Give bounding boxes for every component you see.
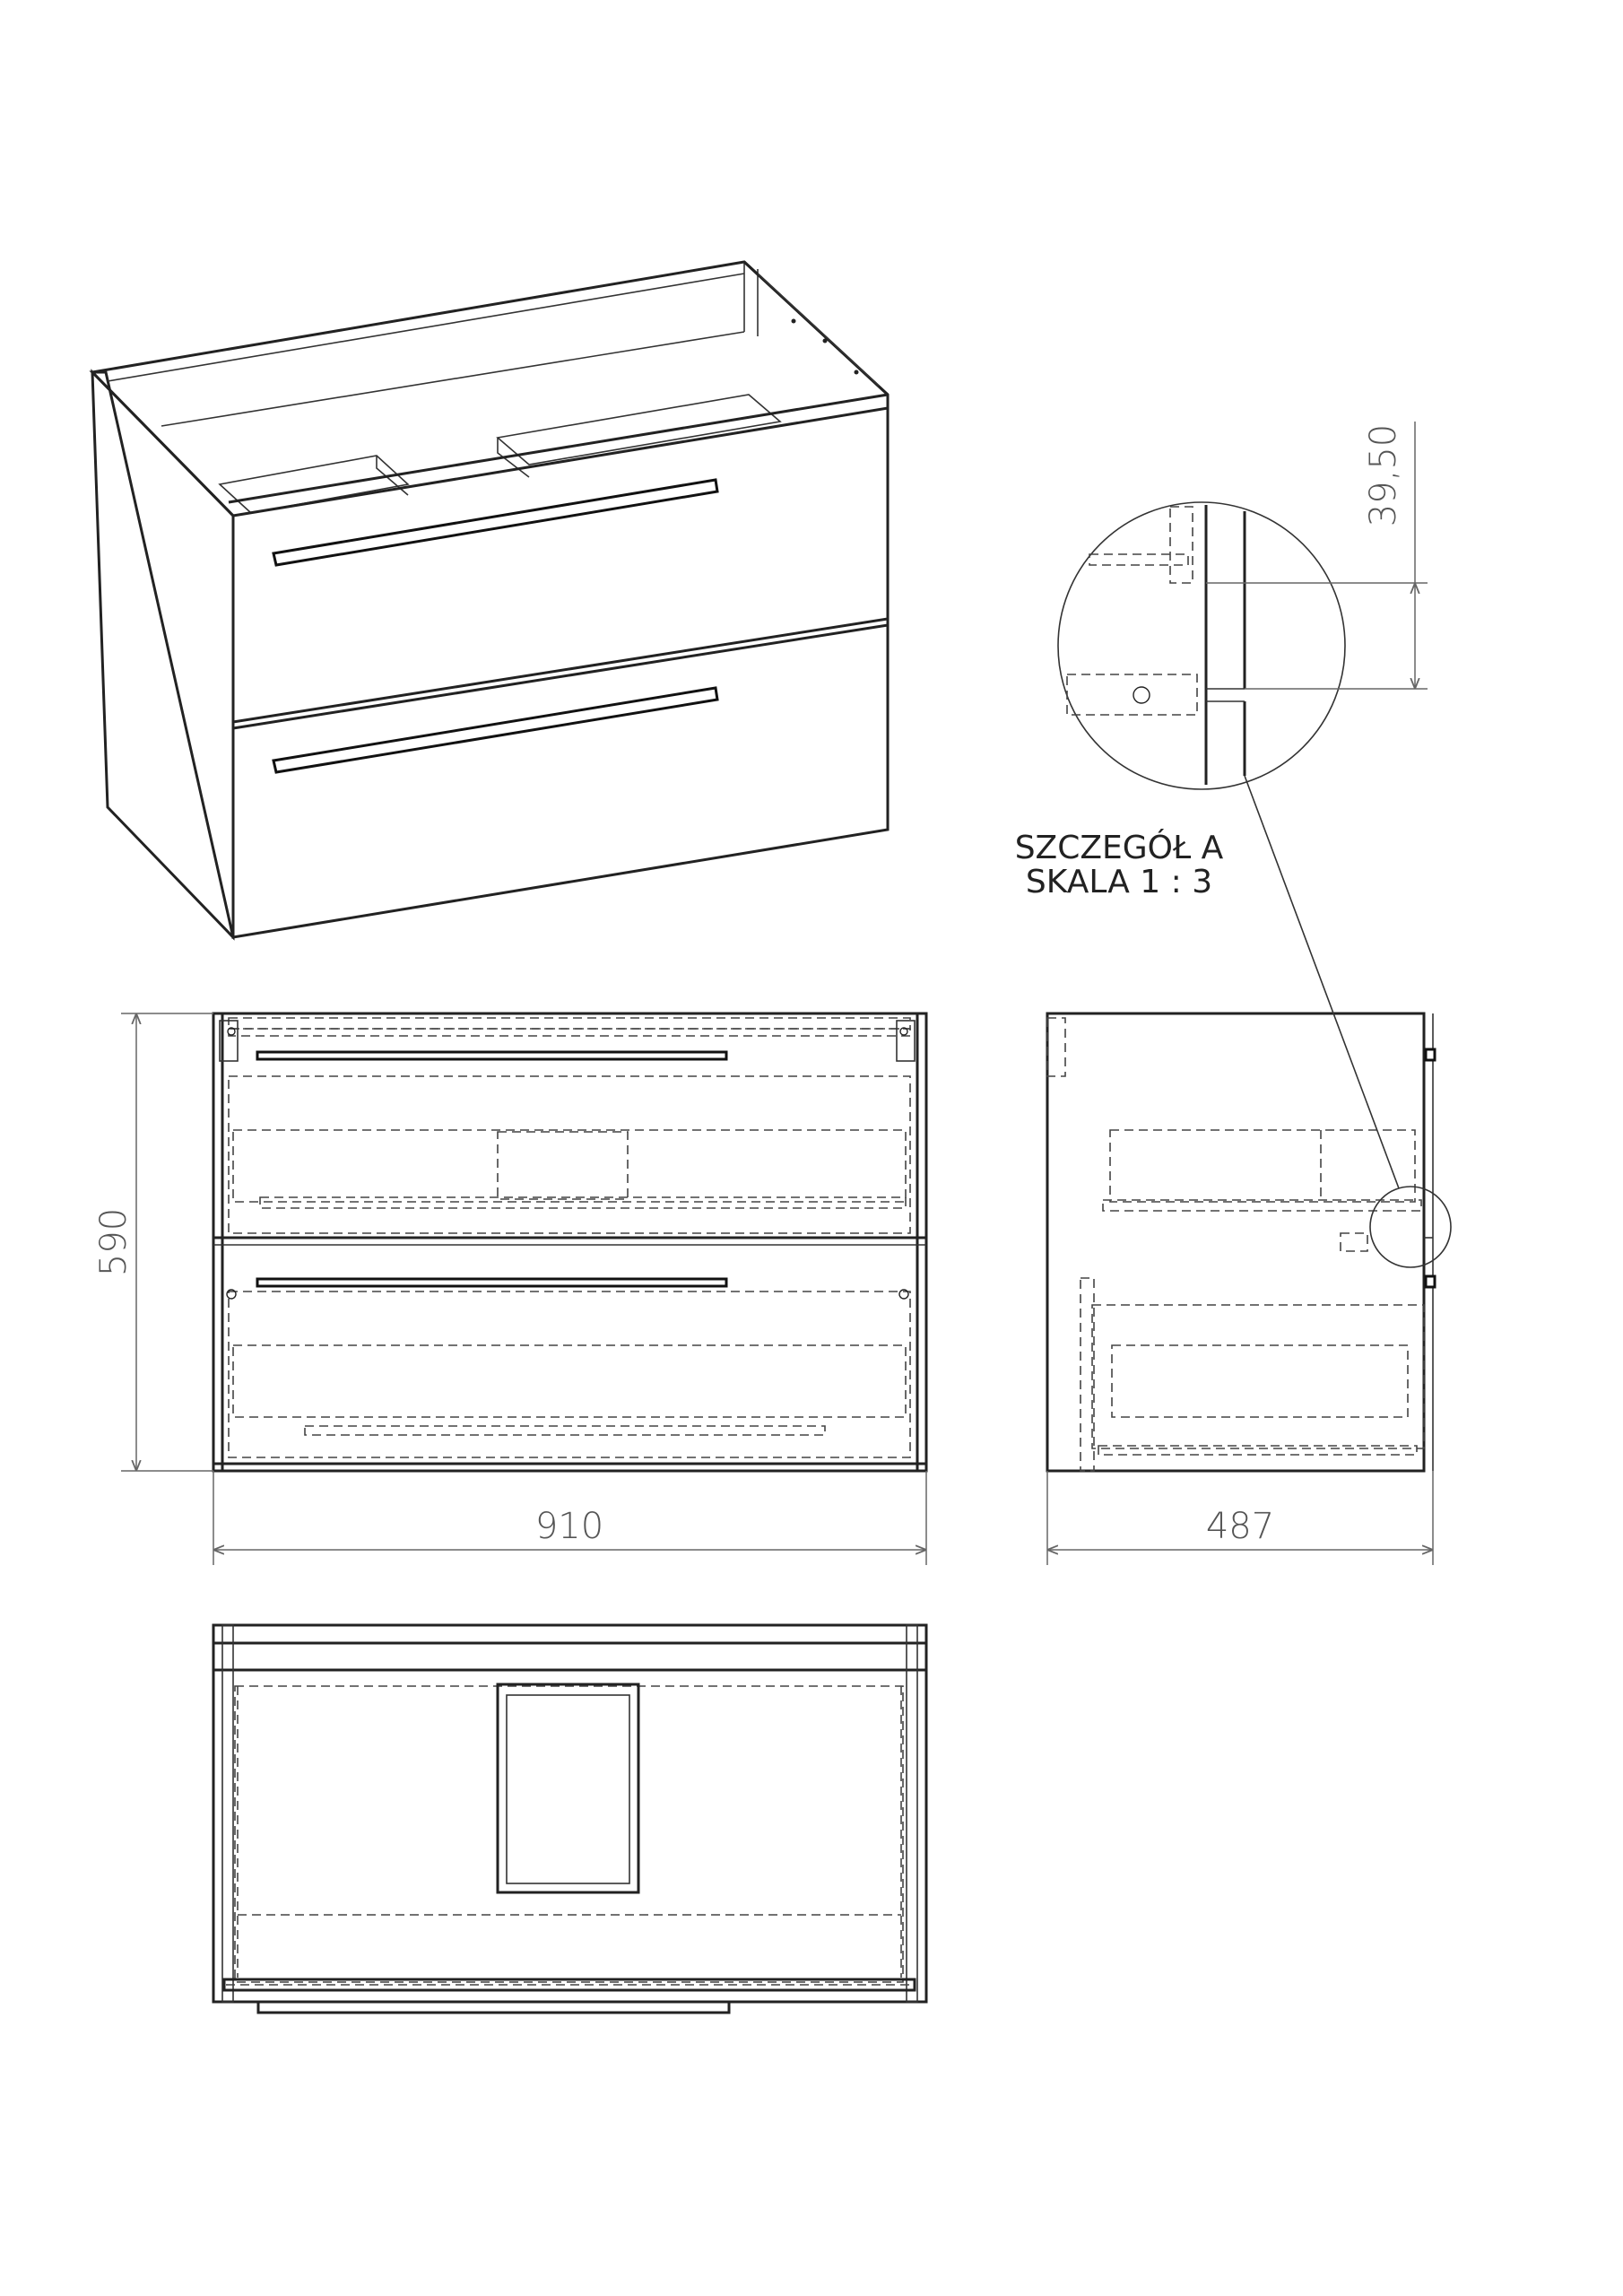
iso-drawer-front-lower <box>233 625 888 937</box>
front-outline <box>213 1013 926 1471</box>
front-drawer-bottom-lower <box>305 1426 825 1435</box>
side-drawer-box-lower <box>1092 1305 1424 1448</box>
detail-a-circle <box>1058 502 1345 789</box>
iso-fixing-hole <box>855 370 859 375</box>
iso-handle-upper <box>273 480 717 565</box>
detail-a-view <box>1015 422 1428 900</box>
detail-screw-hole <box>1133 687 1150 703</box>
detail-rail-upper <box>1089 554 1188 565</box>
iso-rail-left <box>220 456 408 513</box>
side-handle-lower <box>1426 1276 1435 1287</box>
side-handle-upper <box>1426 1049 1435 1060</box>
iso-top-back <box>92 262 888 395</box>
iso-front-top-edge <box>229 395 888 502</box>
detail-scale: SKALA 1 : 3 <box>1025 864 1213 900</box>
side-drawer-runner-lower <box>1098 1446 1417 1455</box>
front-siphon-cut-upper <box>498 1132 628 1199</box>
detail-leader-line <box>1245 776 1399 1188</box>
iso-drawer-front-upper <box>233 408 888 722</box>
top-side-left <box>222 1625 233 2002</box>
side-drawer-inner-lower <box>1112 1345 1408 1417</box>
top-handle <box>258 2002 729 2013</box>
side-fixing-detail <box>1341 1233 1367 1251</box>
top-siphon-cutout <box>498 1684 638 1892</box>
iso-side-outline <box>92 372 233 937</box>
side-back-bracket <box>1047 1018 1065 1076</box>
side-view <box>1047 1013 1451 1471</box>
front-bracket-tr <box>897 1021 915 1061</box>
detail-rail-lower <box>1067 674 1197 715</box>
front-view <box>213 1013 926 1471</box>
iso-right-edge <box>744 262 888 830</box>
detail-bracket-upper <box>1170 507 1193 583</box>
top-side-right <box>907 1625 917 2002</box>
front-top-rail-2 <box>229 1029 910 1036</box>
front-drawer-bottom-upper <box>260 1197 906 1208</box>
iso-fixing-hole <box>823 339 828 344</box>
front-drawer-box-upper <box>229 1076 910 1233</box>
iso-handle-lower <box>273 688 717 772</box>
top-view <box>213 1625 926 2013</box>
iso-rail-right <box>498 395 780 465</box>
top-outline <box>213 1625 926 2002</box>
width-dimension: 910 <box>534 1506 604 1547</box>
iso-left-side <box>92 372 233 937</box>
iso-top-inner <box>108 274 744 381</box>
iso-fixing-hole <box>792 319 796 324</box>
front-drawer-box-lower <box>229 1292 910 1457</box>
iso-right-inner <box>758 274 879 386</box>
depth-dimension: 487 <box>1205 1506 1275 1547</box>
overall-dimensions <box>93 1013 1433 1565</box>
height-dimension: 590 <box>93 1207 135 1277</box>
front-drawer-inner-lower <box>233 1345 906 1417</box>
detail-offset-dimension: 39,50 <box>1363 423 1404 527</box>
top-drawer-box <box>235 1686 903 1982</box>
top-siphon-cutout-inner <box>507 1695 629 1883</box>
front-drawer-inner-upper <box>233 1130 906 1202</box>
front-handle-upper <box>257 1052 726 1059</box>
front-top-rail <box>229 1018 910 1029</box>
detail-a-marker-circle <box>1370 1187 1451 1267</box>
front-handle-lower <box>257 1279 726 1286</box>
detail-title: SZCZEGÓŁ A <box>1014 830 1224 866</box>
isometric-view <box>92 262 888 937</box>
side-drawer-box-upper <box>1110 1130 1415 1202</box>
